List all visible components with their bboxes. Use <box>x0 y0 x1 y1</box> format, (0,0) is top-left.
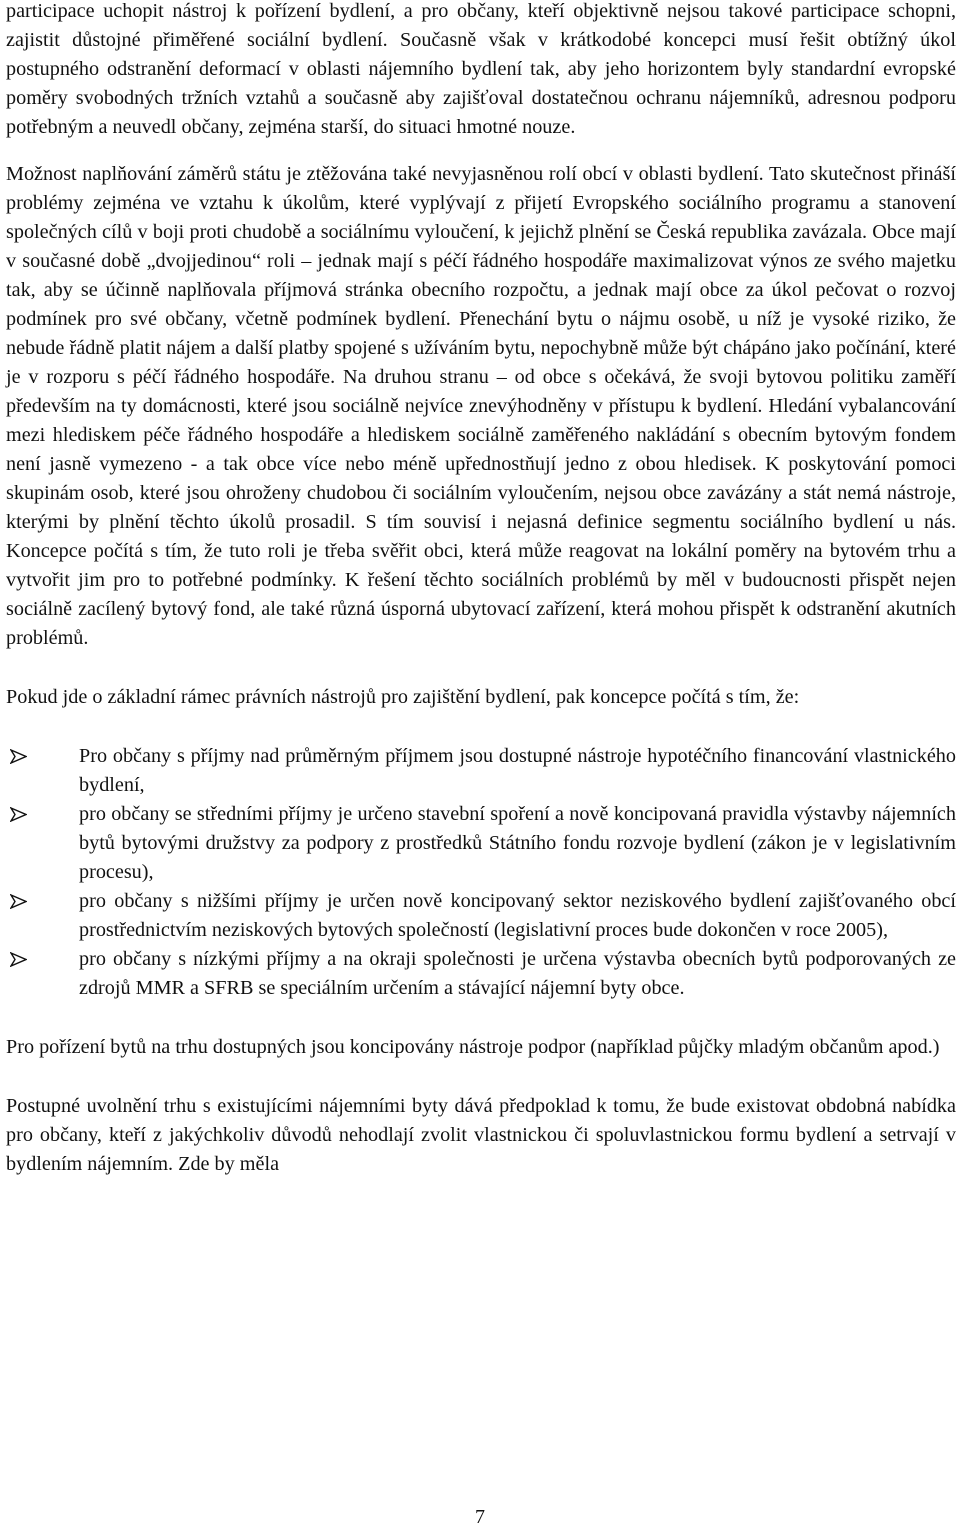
arrowhead-bullet-icon <box>10 952 27 967</box>
list-item <box>6 800 956 887</box>
list-item-text: pro občany s nižšími příjmy je určen nově koncipovaný sektor neziskového bydlení zajišťovaného obcí prostřednictvím neziskových bytových společností (legislativní proces bude dokončen v roce 2005), <box>79 890 956 941</box>
list-item <box>6 887 956 945</box>
paragraph-intro: participace uchopit nástroj k pořízení bydlení, a pro občany, kteří objektivně nejsou takové participace schopni, zajistit důstojné přiměřené sociální bydlení. Současně však v krátkodobé koncepci musí řešit obtížný úkol postupného odstranění deformací v oblasti nájemního bydlení tak, aby jeho horizontem byly standardní evropské poměry svobodných tržních vztahů a současně aby zajišťoval dostatečnou ochranu nájemníků, adresnou podporu potřebným a neuvedl občany, zejména starší, do situaci hmotné nouze. <box>6 0 956 138</box>
list-item <box>6 742 956 800</box>
document-page <box>6 0 956 1179</box>
list-item <box>6 945 956 1003</box>
arrowhead-bullet-icon <box>10 807 27 822</box>
paragraph-legal-framework: Pokud jde o základní rámec právních nástrojů pro zajištění bydlení, pak koncepce počítá s tím, že: <box>6 686 800 708</box>
arrowhead-bullet-icon <box>10 749 27 764</box>
page-number: 7 <box>475 1506 485 1528</box>
list-item-text: Pro občany s příjmy nad průměrným příjmem jsou dostupné nástroje hypotéčního financování vlastnického bydlení, <box>79 745 956 796</box>
paragraph-rental-market: Postupné uvolnění trhu s existujícími nájemními byty dává předpoklad k tomu, že bude existovat obdobná nabídka pro občany, kteří z jakýchkoliv důvodů nehodlají zvolit vlastnickou či spoluvlastnickou formu bydlení a setrvají v bydlením nájemním. Zde by měla <box>6 1095 956 1175</box>
paragraph-role-of-municipalities: Možnost naplňování záměrů státu je ztěžována také nevyjasněnou rolí obcí v oblasti bydlení. Tato skutečnost přináší problémy zejména ve vztahu k úkolům, které vyplývají z přijetí Evropského sociálního programu a stanovení společných cílů v boji proti chudobě a sociálnímu vyloučení, k jejichž plnění se Česká republika zavázala. Obce mají v současné době „dvojjedinou“ roli – jednak mají s péčí řádného hospodáře maximalizovat výnos ze svého majetku tak, aby se účinně naplňovala příjmová stránka obecního rozpočtu, a jednak mají obce za úkol pečovat o rozvoj podmínek pro své občany, včetně podmínek bydlení. Přenechání bytu o nájmu osobě, u níž je vysoké riziko, že nebude řádně platit nájem a další platby spojené s užíváním bytu, nepochybně může být chápáno jako počínání, které je v rozporu s péčí řádného hospodáře. Na druhou stranu – od obce s očekává, že svoji bytovou politiku zaměří především na ty domácnosti, které jsou sociálně nejvíce znevýhodněny v přístupu k bydlení. Hledání vybalancování mezi hlediskem péče řádného hospodáře a hlediskem sociálně zaměřeného nakládání s obecním bytovým fondem není jasně vymezeno - a tak obce více nebo méně upřednostňují jedno z obou hledisek. K poskytování pomoci skupinám osob, které jsou ohroženy chudobou či sociálním vyloučením, nejsou obce zavázány a stát nemá nástroje, kterými by plnění těchto úkolů prosadil. S tím souvisí i nejasná definice segmentu sociálního bydlení u nás. Koncepce počítá s tím, že tuto roli je třeba svěřit obci, která může reagovat na lokální poměry na bytovém trhu a vytvořit jim pro to potřebné podmínky. K řešení těchto sociálních problémů by měl v budoucnosti přispět nejen sociálně zacílený bytový fond, ale také různá úsporná ubytovací zařízení, která mohou přispět k odstranění akutních problémů. <box>6 163 956 649</box>
list-item-text: pro občany se středními příjmy je určeno stavební spoření a nově koncipovaná pravidla výstavby nájemních bytů bytovými družstvy za podpory z prostředků Státního fondu rozvoje bydlení (zákon je v legislativním procesu), <box>79 803 956 883</box>
paragraph-purchase-support: Pro pořízení bytů na trhu dostupných jsou koncipovány nástroje podpor (například půjčky mladým občanům apod.) <box>6 1036 940 1058</box>
list-item-text: pro občany s nízkými příjmy a na okraji společnosti je určena výstavba obecních bytů podporovaných ze zdrojů MMR a SFRB se speciálním určením a stávající nájemní byty obce. <box>79 948 956 999</box>
arrowhead-bullet-icon <box>10 894 27 909</box>
bullet-list <box>6 742 956 1003</box>
